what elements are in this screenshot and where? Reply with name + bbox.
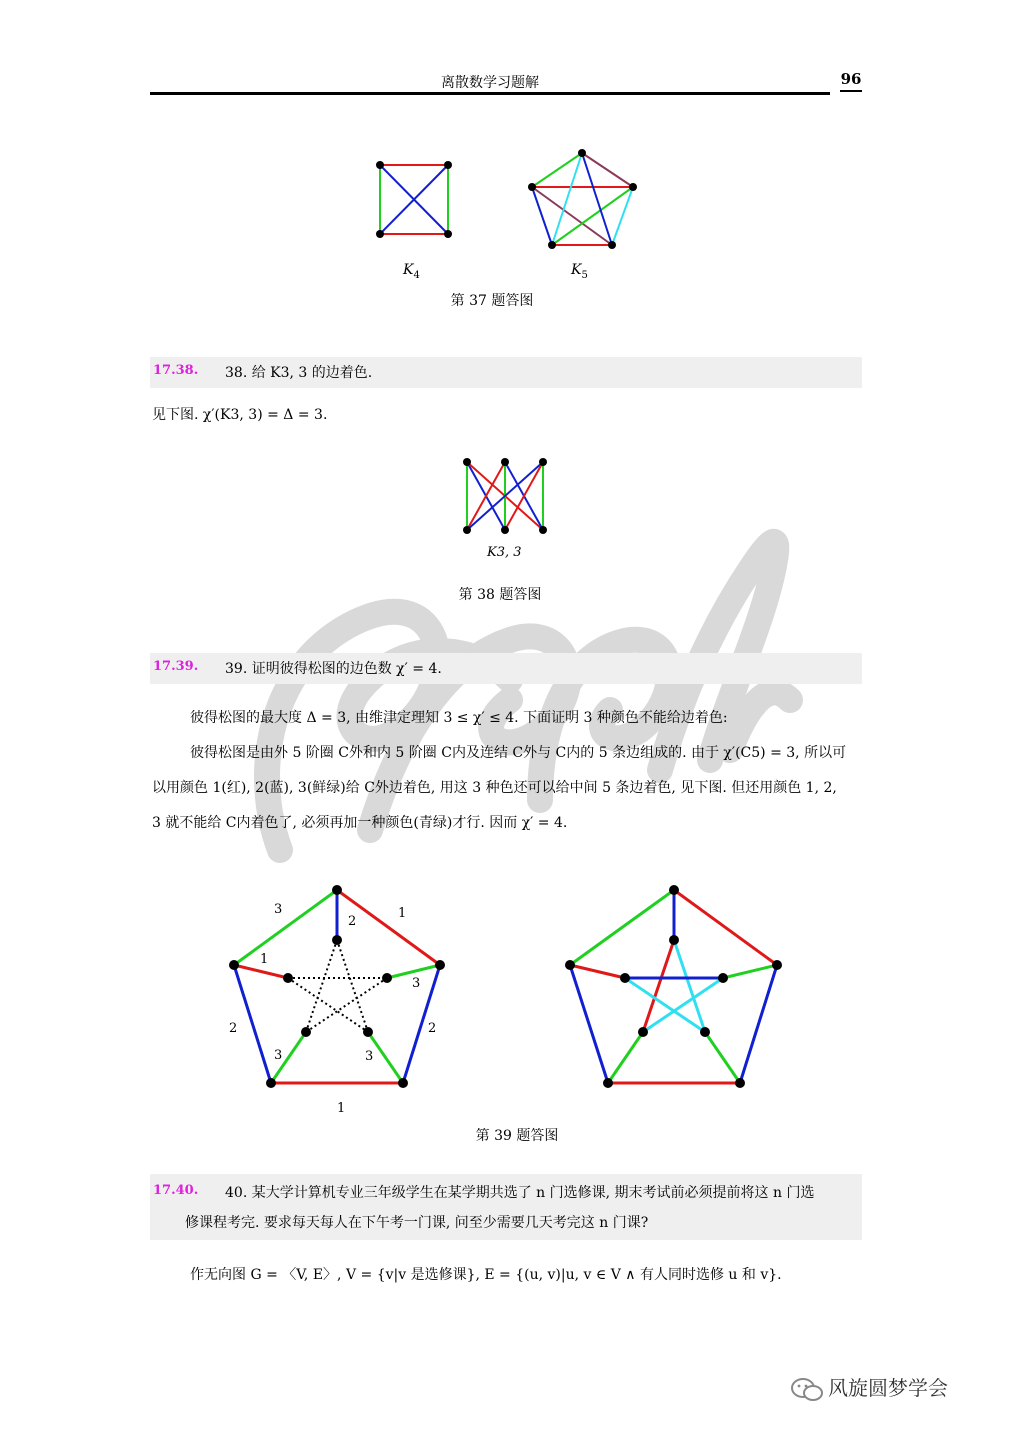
- k4-vertex: [444, 230, 452, 238]
- k5-vertex: [578, 149, 586, 157]
- k5-vertex: [528, 183, 536, 191]
- k5-vertex: [548, 241, 556, 249]
- wechat-name: 风旋圆梦学会: [828, 1376, 948, 1400]
- k5-edge: [532, 187, 552, 245]
- problem-text-line2: 修课程考完. 要求每天每人在下午考一门课, 问至少需要几天考完这 n 门课?: [185, 1215, 649, 1231]
- fig37-graphs: [360, 145, 660, 260]
- edge-label: 2: [229, 1021, 238, 1036]
- page-number: 96: [840, 70, 862, 92]
- k5-edge: [552, 187, 633, 245]
- k5-label: $K_5$: [571, 262, 588, 281]
- edge-label: 3: [274, 1048, 283, 1063]
- fig37-caption: 第 37 题答图: [450, 293, 534, 309]
- problem-number: 17.38.: [153, 363, 199, 378]
- k33-label: K3, 3: [487, 545, 522, 560]
- edge-label: 2: [428, 1021, 437, 1036]
- problem-box-38: [150, 357, 862, 388]
- k5-graph: [528, 149, 637, 249]
- k4-vertex: [376, 230, 384, 238]
- para-39-2a: 彼得松图是由外 5 阶圈 C外和内 5 阶圈 C内及连结 C外与 C内的 5 条边组成的. 由于 χ′(C5) = 3, 所以可: [190, 745, 847, 761]
- header-rule: [150, 92, 830, 95]
- answer-40: 作无向图 G = 〈V, E〉, V = {v|v 是选修课}, E = {(u, v)|u, v ∈ V ∧ 有人同时选修 u 和 v}.: [190, 1267, 782, 1283]
- para-39-2b: 以用颜色 1(红), 2(蓝), 3(鲜绿)给 C外边着色, 用这 3 种色还可以给中间 5 条边着色, 见下图. 但还用颜色 1, 2,: [152, 780, 837, 796]
- k4-label: $K_4$: [403, 262, 420, 281]
- edge-label: 2: [348, 914, 357, 929]
- petersen-left: [229, 885, 445, 1116]
- running-header: 离散数学习题解: [441, 75, 539, 91]
- problem-box-40: [150, 1174, 862, 1240]
- k5-edge: [532, 153, 582, 187]
- k5-edge: [552, 153, 582, 245]
- k4-vertex: [444, 161, 452, 169]
- k4-graph: [376, 161, 452, 238]
- wechat-icon: [790, 1377, 824, 1403]
- petersen-right: [565, 885, 782, 1088]
- edge-label: 1: [260, 952, 269, 967]
- k5-edge: [532, 187, 612, 245]
- problem-number: 17.39.: [153, 659, 199, 674]
- k5-edge: [582, 153, 612, 245]
- edge-label: 1: [398, 906, 407, 921]
- para-39-2c: 3 就不能给 C内着色了, 必须再加一种颜色(青绿)才行. 因而 χ′ = 4.: [152, 815, 568, 831]
- problem-box-39: [150, 653, 862, 684]
- fig39-petersen: [200, 870, 820, 1125]
- k4-vertex: [376, 161, 384, 169]
- fig39-caption: 第 39 题答图: [475, 1128, 559, 1144]
- fig38-caption: 第 38 题答图: [458, 587, 542, 603]
- para-39-1: 彼得松图的最大度 Δ = 3, 由维津定理知 3 ≤ χ′ ≤ 4. 下面证明 3 种颜色不能给边着色:: [190, 710, 728, 726]
- problem-number: 17.40.: [153, 1183, 199, 1198]
- edge-label: 3: [365, 1049, 374, 1064]
- k5-edge: [582, 153, 633, 187]
- wechat-badge: [790, 1372, 948, 1403]
- k5-vertex: [608, 241, 616, 249]
- problem-text-line1: 40. 某大学计算机专业三年级学生在某学期共选了 n 门选修课, 期末考试前必须提前将这 n 门选: [225, 1185, 815, 1201]
- fig38-k33: [455, 452, 555, 542]
- edge-label: 3: [412, 976, 421, 991]
- problem-text: 38. 给 K3, 3 的边着色.: [225, 365, 373, 381]
- k5-vertex: [629, 183, 637, 191]
- answer-38: 见下图. χ′(K3, 3) = Δ = 3.: [152, 407, 328, 423]
- edge-label: 1: [337, 1101, 346, 1116]
- edge-label: 3: [274, 902, 283, 917]
- problem-text: 39. 证明彼得松图的边色数 χ′ = 4.: [225, 661, 442, 677]
